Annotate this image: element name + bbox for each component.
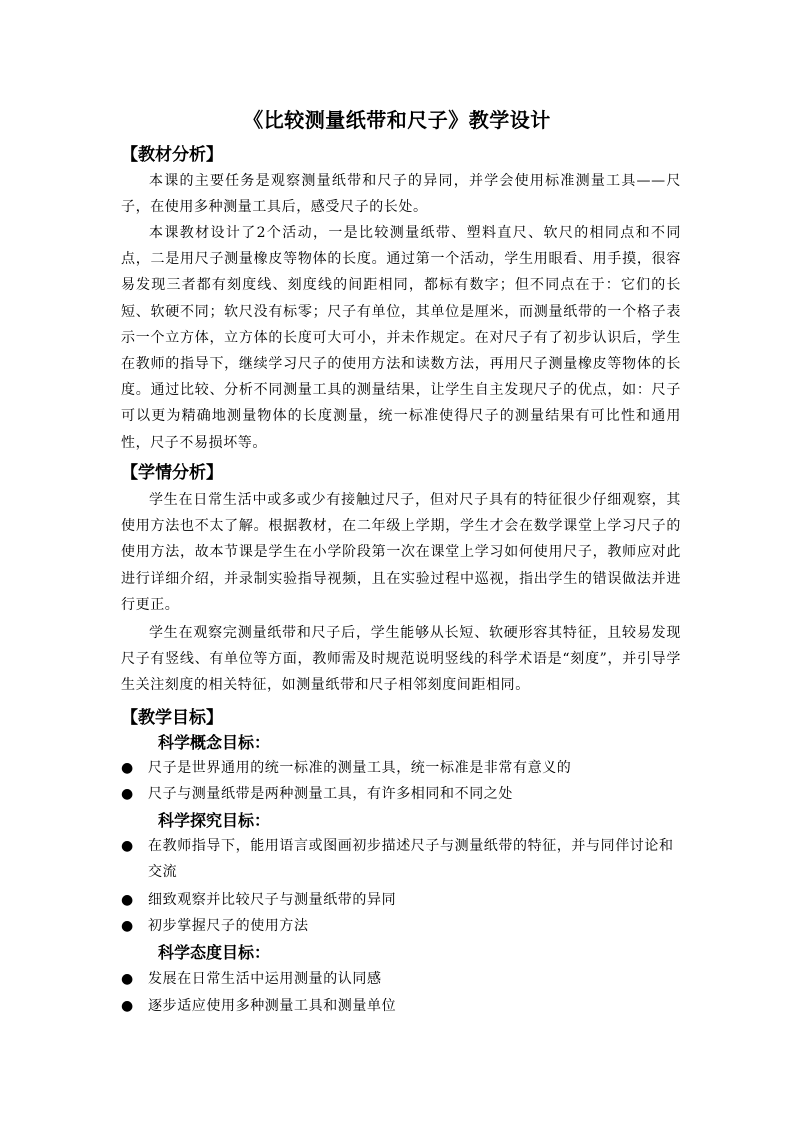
- document-title: 《比较测量纸带和尺子》教学设计: [243, 108, 551, 132]
- list-item: ● 细致观察并比较尺子与测量纸带的异同: [121, 887, 681, 913]
- students-paragraph-1: 学生在日常生活中或多或少有接触过尺子，但对尺子具有的特征很少仔细观察，其使用方法也不太了解。根据教材，在二年级上学期，学生才会在数学课堂上学习尺子的使用方法，故本节课是学生在小学阶段第一次在课堂上学习如何使用尺子，教师应对此进行详细介绍，并录制实验指导视频，且在实验过程中巡视，指出学生的错误做法并进行更正。: [121, 492, 681, 613]
- list-item: ● 初步掌握尺子的使用方法: [121, 913, 681, 939]
- section-heading-material: 【教材分析】: [121, 145, 223, 165]
- bullet-icon: ●: [121, 838, 134, 854]
- bullet-icon: ●: [121, 918, 134, 934]
- material-paragraph-1: 本课的主要任务是观察测量纸带和尺子的异同，并学会使用标准测量工具——尺子，在使用多种测量工具后，感受尺子的长处。: [121, 173, 681, 216]
- list-item: ● 发展在日常生活中运用测量的认同感: [121, 966, 681, 992]
- concept-goals-title: 科学概念目标：: [158, 733, 271, 752]
- bullet-icon: ●: [121, 786, 134, 802]
- list-item: ● 尺子与测量纸带是两种测量工具，有许多相同和不同之处: [121, 781, 681, 807]
- bullet-icon: ●: [121, 971, 134, 987]
- attitude-goals-title: 科学态度目标：: [158, 943, 271, 962]
- material-paragraph-2: 本课教材设计了2个活动，一是比较测量纸带、塑料直尺、软尺的相同点和不同点，二是用尺子测量橡皮等物体的长度。通过第一个活动，学生用眼看、用手摸，很容易发现三者都有刻度线、刻度线的间距相同，都标有数字；但不同点在于：它们的长短、软硬不同；软尺没有标零；尺子有单位，其单位是厘米，而测量纸带的一个格子表示一个立方体，立方体的长度可大可小，并未作规定。在对尺子有了初步认识后，学生在教师的指导下，继续学习尺子的使用方法和读数方法，再用尺子测量橡皮等物体的长度。通过比较、分析不同测量工具的测量结果，让学生自主发现尺子的优点，如：尺子可以更为精确地测量物体的长度测量，统一标准使得尺子的测量结果有可比性和通用性，尺子不易损坏等。: [121, 225, 681, 451]
- list-item: ● 在教师指导下，能用语言或图画初步描述尺子与测量纸带的特征，并与同伴讨论和交流: [121, 833, 681, 885]
- bullet-icon: ●: [121, 892, 134, 908]
- bullet-icon: ●: [121, 760, 134, 776]
- section-heading-goals: 【教学目标】: [121, 708, 223, 728]
- bullet-icon: ●: [121, 998, 134, 1014]
- students-paragraph-2: 学生在观察完测量纸带和尺子后，学生能够从长短、软硬形容其特征，且较易发现尺子有竖线、有单位等方面，教师需及时规范说明竖线的科学术语是“刻度”，并引导学生关注刻度的相关特征，如测量纸带和尺子相邻刻度间距相同。: [121, 625, 681, 694]
- inquiry-goals-title: 科学探究目标：: [158, 811, 271, 830]
- section-heading-students: 【学情分析】: [121, 463, 223, 483]
- list-item: ● 逐步适应使用多种测量工具和测量单位: [121, 993, 681, 1019]
- list-item: ● 尺子是世界通用的统一标准的测量工具，统一标准是非常有意义的: [121, 755, 681, 781]
